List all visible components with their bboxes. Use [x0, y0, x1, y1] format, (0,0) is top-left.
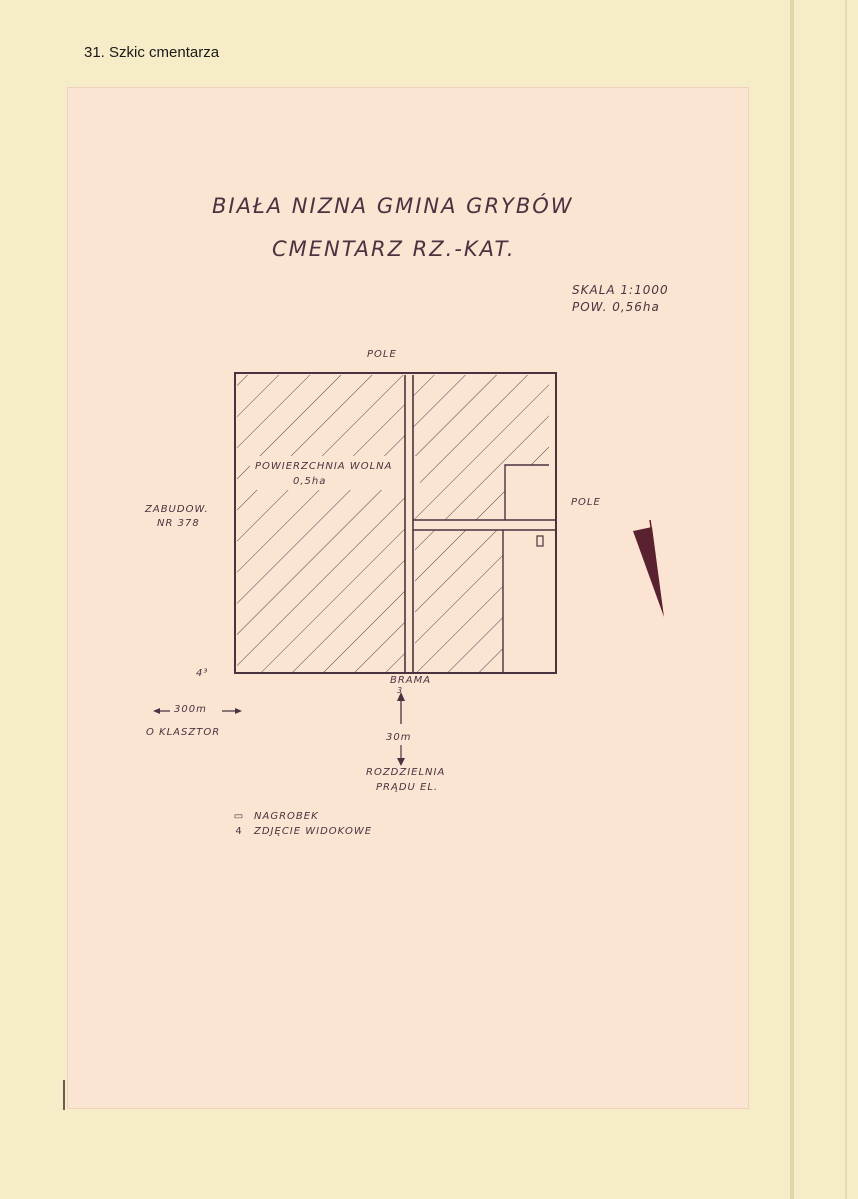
plot-hatched-bottom-right: [415, 530, 503, 672]
substation-label: [366, 765, 445, 795]
substation-line-2: PRĄDU EL.: [376, 782, 439, 793]
free-area-label: [255, 459, 392, 489]
legend-item-photo: [232, 824, 372, 839]
legend: [232, 809, 372, 839]
north-arrow-icon: [633, 527, 664, 617]
distance-down-label: 30m: [386, 732, 412, 743]
legend-item-grave: [232, 809, 372, 824]
label-buildings-line-2: NR 378: [157, 518, 200, 529]
scale-line: SKALA 1:1000: [572, 283, 669, 297]
photo-symbol-icon: 4: [235, 826, 243, 837]
right-arrow-icon: [235, 708, 242, 714]
title-line-2: CMENTARZ RZ.-KAT.: [272, 237, 516, 261]
substation-line-1: ROZDZIELNIA: [366, 767, 446, 778]
free-area-line-2: 0,5ha: [293, 476, 327, 487]
title-line-1: BIAŁA NIZNA GMINA GRYBÓW: [212, 194, 574, 218]
photo-mark-4: 4³: [196, 668, 209, 679]
label-field-right: POLE: [571, 497, 601, 508]
grave-marker: [537, 536, 543, 546]
plot-hatched-top-right: [413, 375, 549, 520]
area-line: POW. 0,56ha: [572, 300, 660, 314]
legend-photo-label: ZDJĘCIE WIDOKOWE: [254, 826, 373, 837]
monastery-label: O KLASZTOR: [146, 727, 221, 738]
free-area-line-1: POWIERZCHNIA WOLNA: [255, 461, 393, 472]
photo-mark-3: 3: [397, 686, 404, 695]
label-buildings-line-1: ZABUDOW.: [145, 504, 209, 515]
distance-left-label: 300m: [174, 704, 207, 715]
legend-grave-label: NAGROBEK: [254, 811, 319, 822]
page-heading: 31. Szkic cmentarza: [84, 44, 220, 61]
gate-label: BRAMA: [390, 675, 432, 686]
left-arrow-icon: [153, 708, 160, 714]
label-buildings: [145, 503, 209, 531]
grave-symbol-icon: ▭: [233, 811, 245, 822]
plot-hatched-left: [237, 375, 405, 672]
label-field-top: POLE: [367, 349, 397, 360]
inner-plot-notch: [505, 465, 549, 520]
